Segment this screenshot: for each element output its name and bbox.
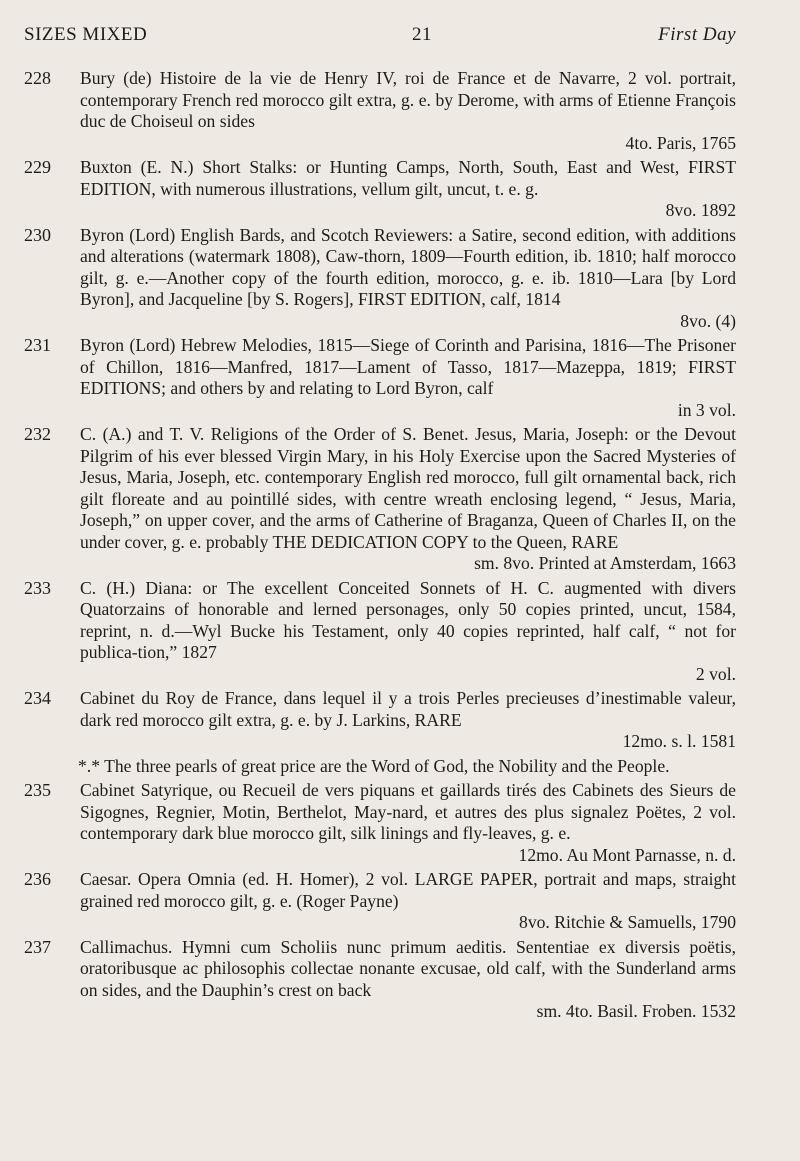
lot-description: Caesar. Opera Omnia (ed. H. Homer), 2 vol. LARGE PAPER, portrait and maps, straight grained red morocco gilt, g. e. (Roger Payne) xyxy=(80,869,736,911)
lot-description: Buxton (E. N.) Short Stalks: or Hunting Camps, North, South, East and West, FIRST EDITION, with numerous illustrations, vellum gilt, uncut, t. e. g. xyxy=(80,157,736,199)
lot-format: 12mo. Au Mont Parnasse, n. d. xyxy=(518,844,736,865)
header-right: First Day xyxy=(658,24,736,45)
lot-description: Bury (de) Histoire de la vie de Henry IV, roi de France et de Navarre, 2 vol. portrait, contemporary French red morocco gilt extra, g. e. by Derome, with arms of Etienne François duc de Choiseul on sides xyxy=(80,68,736,131)
lot-230 xyxy=(24,225,736,333)
lot-description: C. (H.) Diana: or The excellent Conceited Sonnets of H. C. augmented with divers Quatorzains of honorable and lerned personages, only 50 copies printed, uncut, 1584, reprint, n. d.—Wyl Bucke his Testament, only 40 copies reprinted, half calf, “ not for publica-tion,” 1827 xyxy=(80,577,736,662)
lot-233 xyxy=(24,578,736,686)
lot-231 xyxy=(24,335,736,421)
lot-number: 236 xyxy=(24,869,51,889)
lot-234-note xyxy=(24,756,736,778)
lot-format: sm. 8vo. Printed at Amsterdam, 1663 xyxy=(474,553,736,573)
lot-number: 233 xyxy=(24,577,51,598)
lot-236 xyxy=(24,869,736,934)
lot-description: C. (A.) and T. V. Religions of the Order of S. Benet. Jesus, Maria, Joseph: or the Devout Pilgrim of his ever blessed Virgin Mary, in his Holy Exercise upon the Sacred Mysteries of Jesus, Maria, Joseph, etc. contemporary English red morocco, full gilt ornamental back, rich gilt floreate and au pointillé sides, with centre wreath enclosing legend, “ Jesus, Maria, Joseph,” on upper cover, and the arms of Catherine of Braganza, Queen of Charles II, on the under cover, g. e. probably THE DEDICATION COPY to the Queen, RARE xyxy=(80,424,736,552)
lot-number: 232 xyxy=(24,424,51,444)
lot-note-text: *.* The three pearls of great price are the Word of God, the Nobility and the People. xyxy=(78,755,670,776)
lot-237 xyxy=(24,937,736,1023)
lot-number: 231 xyxy=(24,335,51,355)
lot-format: 12mo. s. l. 1581 xyxy=(622,731,736,751)
lot-description: Cabinet Satyrique, ou Recueil de vers piquans et gaillards tirés des Cabinets des Sieurs de Sigognes, Regnier, Motin, Berthelot, May-nard, et autres des plus signalez Poëtes, 2 vol. contemporary dark blue morocco gilt, silk linings and fly-leaves, g. e. xyxy=(80,780,736,843)
header-left: SIZES MIXED xyxy=(24,24,148,45)
lot-list xyxy=(24,68,736,1026)
page-number: 21 xyxy=(412,24,432,45)
lot-description: Byron (Lord) Hebrew Melodies, 1815—Siege of Corinth and Parisina, 1816—The Prisoner of Chillon, 1816—Manfred, 1817—Lament of Tasso, 1817—Mazeppa, 1819; FIRST EDITIONS; and others by and relating to Lord Byron, calf xyxy=(80,335,736,398)
lot-format: 2 vol. xyxy=(695,663,736,684)
lot-description: Byron (Lord) English Bards, and Scotch Reviewers: a Satire, second edition, with additions and alterations (watermark 1808), Caw-thorn, 1809—Fourth edition, ib. 1810; half morocco gilt, g. e.—Another copy of the fourth edition, morocco, g. e. ib. 1810—Lara [by Lord Byron], and Jacqueline [by S. Rogers], FIRST EDITION, calf, 1814 xyxy=(80,224,736,309)
lot-description: Callimachus. Hymni cum Scholiis nunc primum aeditis. Sententiae ex diversis poëtis, oratoribusque ac philosophis collectae nonante excusae, old calf, with the Sunderland arms on sides, and the Dauphin’s crest on back xyxy=(80,936,736,1000)
lot-229 xyxy=(24,157,736,222)
lot-format: 4to. Paris, 1765 xyxy=(625,132,736,153)
lot-format: 8vo. Ritchie & Samuells, 1790 xyxy=(519,912,736,932)
lot-number: 229 xyxy=(24,157,51,177)
lot-number xyxy=(24,756,80,778)
lot-description: Cabinet du Roy de France, dans lequel il y a trois Perles precieuses d’inestimable valeur, dark red morocco gilt extra, g. e. by J. Larkins, RARE xyxy=(80,688,736,730)
page-header xyxy=(24,24,736,46)
lot-234 xyxy=(24,688,736,753)
lot-format: 8vo. 1892 xyxy=(665,200,736,220)
lot-number: 235 xyxy=(24,780,51,800)
lot-228 xyxy=(24,68,736,154)
lot-format: sm. 4to. Basil. Froben. 1532 xyxy=(536,1001,736,1021)
lot-number: 234 xyxy=(24,688,51,708)
lot-235 xyxy=(24,780,736,866)
lot-format: 8vo. (4) xyxy=(680,310,736,331)
lot-number: 228 xyxy=(24,68,51,88)
lot-number: 237 xyxy=(24,936,51,957)
lot-number: 230 xyxy=(24,224,51,245)
lot-232 xyxy=(24,424,736,575)
lot-format: in 3 vol. xyxy=(677,399,736,420)
